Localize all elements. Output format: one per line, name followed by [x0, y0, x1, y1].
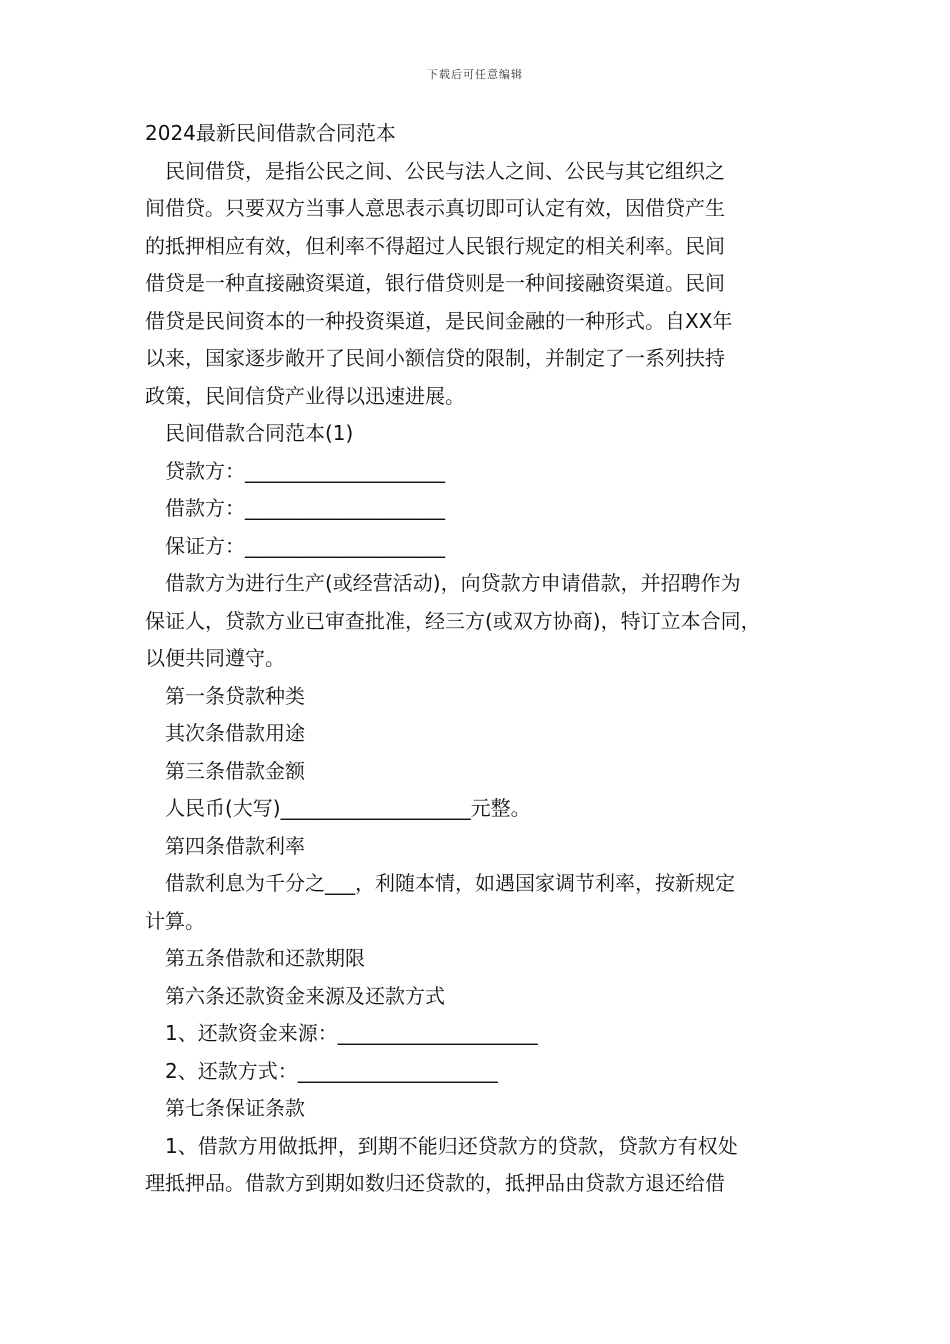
intro-paragraph-line: 的抵押相应有效，但利率不得超过人民银行规定的相关利率。民间	[145, 233, 725, 258]
repayment-source-field: 1、还款资金来源：____________________	[165, 1021, 538, 1045]
intro-paragraph-line: 政策，民间信贷产业得以迅速进展。	[145, 383, 465, 408]
article-7-heading: 第七条保证条款	[165, 1096, 305, 1120]
borrower-field: 借款方：____________________	[165, 496, 445, 520]
document-title: 2024最新民间借款合同范本	[145, 121, 396, 145]
document-body	[145, 115, 815, 1203]
guarantor-field: 保证方：____________________	[165, 533, 445, 558]
article-4-heading: 第四条借款利率	[165, 833, 305, 858]
preamble-line: 借款方为进行生产(或经营活动)，向贷款方申请借款，并招聘作为	[165, 571, 741, 595]
article-1-heading: 第一条贷款种类	[165, 683, 305, 708]
preamble-line: 保证人，贷款方业已审查批准，经三方(或双方协商)，特订立本合同，	[145, 608, 761, 633]
intro-paragraph-line: 借贷是一种直接融资渠道，银行借贷则是一种间接融资渠道。民间	[145, 271, 725, 295]
amount-field: 人民币(大写)___________________元整。	[165, 796, 531, 820]
repayment-method-field: 2、还款方式：____________________	[165, 1058, 498, 1083]
guarantee-line: 理抵押品。借款方到期如数归还贷款的，抵押品由贷款方退还给借	[145, 1171, 725, 1195]
intro-paragraph-line: 民间借贷，是指公民之间、公民与法人之间、公民与其它组织之	[165, 158, 725, 183]
article-6-heading: 第六条还款资金来源及还款方式	[165, 983, 445, 1008]
article-3-heading: 第三条借款金额	[165, 758, 305, 783]
article-5-heading: 第五条借款和还款期限	[165, 946, 365, 970]
preamble-line: 以便共同遵守。	[145, 646, 285, 670]
intro-paragraph-line: 借贷是民间资本的一种投资渠道，是民间金融的一种形式。自XX年	[145, 308, 733, 333]
lender-field: 贷款方：____________________	[165, 458, 445, 483]
interest-line: 计算。	[145, 908, 205, 933]
sample-title: 民间借款合同范本(1)	[165, 421, 354, 445]
intro-paragraph-line: 间借贷。只要双方当事人意思表示真切即可认定有效，因借贷产生	[145, 196, 725, 220]
article-2-heading: 其次条借款用途	[165, 721, 305, 745]
guarantee-line: 1、借款方用做抵押，到期不能归还贷款方的贷款，贷款方有权处	[165, 1133, 738, 1158]
page-header-note: 下载后可任意编辑	[427, 68, 523, 81]
interest-line: 借款利息为千分之___，利随本情，如遇国家调节利率，按新规定	[165, 871, 735, 895]
intro-paragraph-line: 以来，国家逐步敞开了民间小额信贷的限制，并制定了一系列扶持	[145, 346, 725, 370]
